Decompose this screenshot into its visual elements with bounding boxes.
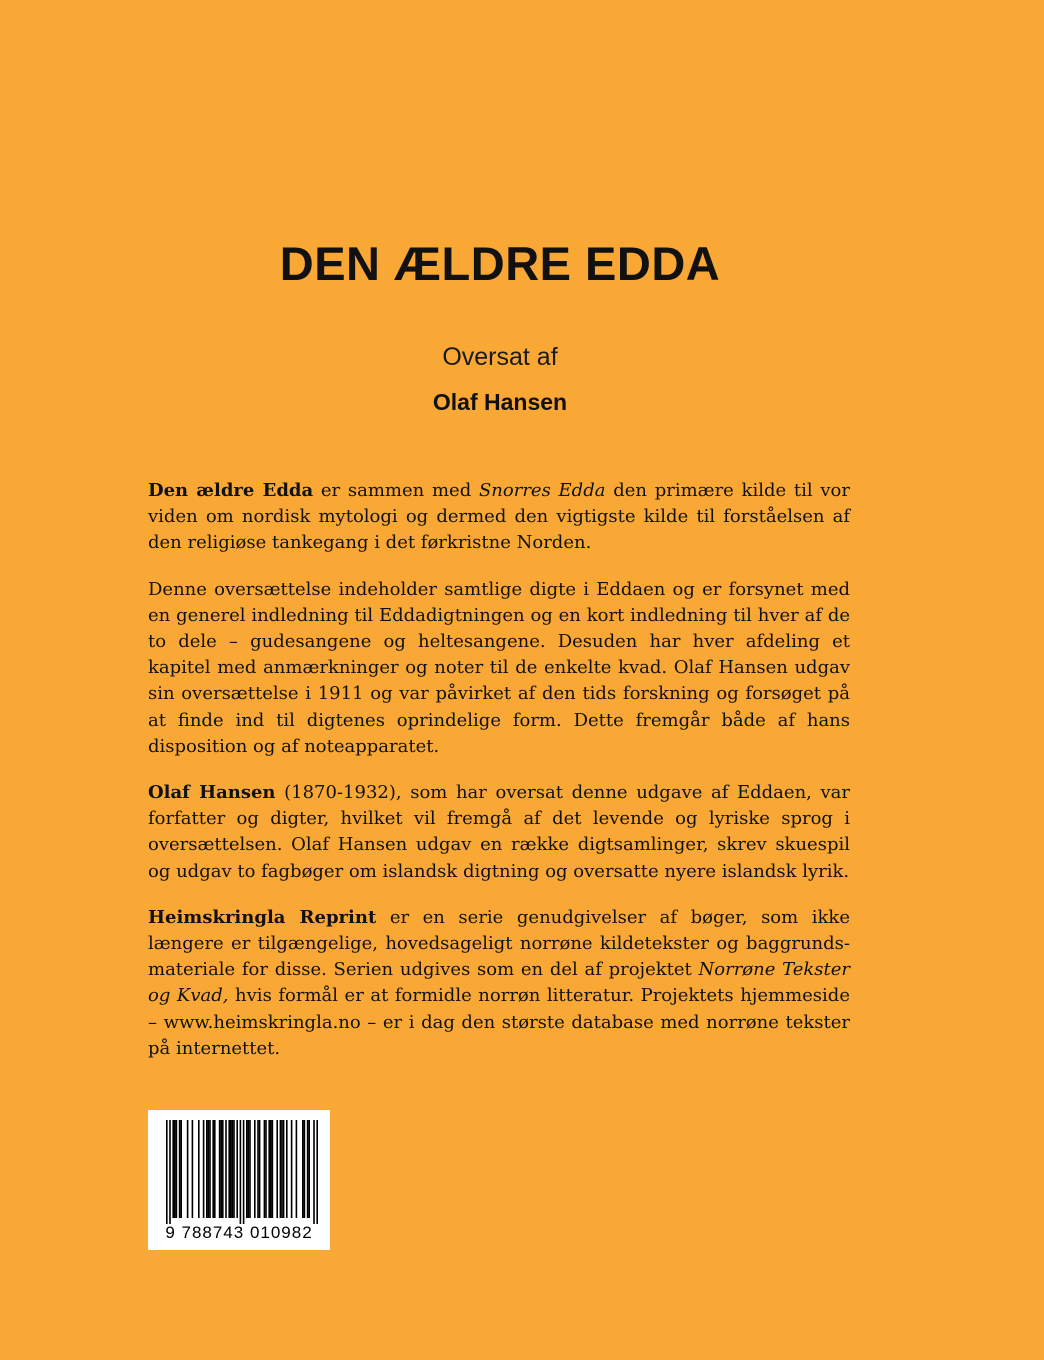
- barcode-bar: [264, 1120, 266, 1218]
- barcode-bar: [246, 1120, 248, 1218]
- barcode-bar: [230, 1120, 232, 1218]
- barcode-bar: [270, 1120, 272, 1218]
- barcode-bar: [265, 1120, 267, 1218]
- paragraph-series: [148, 905, 850, 1062]
- barcode-bar: [296, 1120, 298, 1218]
- barcode-bar: [232, 1120, 234, 1218]
- barcode-bar: [316, 1120, 318, 1224]
- barcode-bar: [192, 1120, 194, 1218]
- barcode-bar: [248, 1120, 250, 1218]
- barcode-bar: [276, 1120, 278, 1218]
- barcode-bar: [228, 1120, 230, 1218]
- barcode-bar: [233, 1120, 235, 1218]
- description: [148, 478, 850, 1082]
- barcode-bar: [208, 1120, 210, 1218]
- text: (1870-1932), som har oversat denne udgave af Eddaen, var forfatter og digter, hvilket vil fremgå af det levende og lyriske sprog i oversættelsen. Olaf Hansen udgav en række digtsamlinger, skrev skuespil og udgav to fagbøger om islandsk digtning og oversatte nyere islandsk lyrik.: [148, 782, 850, 882]
- bold-term: Den ældre Edda: [148, 480, 314, 501]
- italic-term: Snorres Edda: [478, 480, 606, 501]
- barcode-bar: [206, 1120, 208, 1218]
- paragraph-edda: [148, 478, 850, 557]
- barcode-bar: [254, 1120, 256, 1218]
- barcode-bar: [240, 1120, 242, 1224]
- barcode-bar: [212, 1120, 214, 1218]
- barcode-bar: [281, 1120, 283, 1218]
- barcode-bar: [283, 1120, 285, 1218]
- barcode-bar: [272, 1120, 274, 1218]
- barcode-bar: [307, 1120, 309, 1218]
- barcode-bar: [209, 1120, 211, 1218]
- isbn-barcode: [148, 1110, 330, 1250]
- barcode-bar: [180, 1120, 182, 1218]
- barcode-bar: [198, 1120, 200, 1218]
- barcode-bar: [187, 1120, 189, 1218]
- italic-term: Norrøne Tekster og Kvad,: [148, 959, 850, 1007]
- barcode-bar: [220, 1120, 222, 1218]
- paragraph-translation: [148, 577, 850, 760]
- barcode-bar: [304, 1120, 306, 1218]
- bold-term: Olaf Hansen: [148, 782, 276, 804]
- barcode-bar: [268, 1120, 270, 1218]
- barcode-bar: [172, 1120, 174, 1218]
- barcode-bar: [166, 1120, 168, 1224]
- translated-by-label: Oversat af: [442, 343, 558, 371]
- barcode-bar: [308, 1120, 310, 1218]
- barcode-bar: [291, 1120, 293, 1218]
- barcode-bar: [249, 1120, 251, 1218]
- text: er sammen med: [313, 480, 479, 501]
- isbn-number: 9 788743 010982: [165, 1223, 313, 1242]
- barcode-bar: [236, 1120, 238, 1218]
- barcode-bar: [259, 1120, 261, 1218]
- barcode-bar: [257, 1120, 259, 1218]
- translator-name: Olaf Hansen: [432, 389, 568, 415]
- barcode-bar: [313, 1120, 315, 1224]
- barcode-bar: [302, 1120, 304, 1218]
- barcode-bar: [179, 1120, 181, 1218]
- book-title: DEN ÆLDRE EDDA: [279, 237, 721, 290]
- text: Denne oversættelse indeholder samtlige digte i Eddaen og er forsynet med en generel indledning til Eddadigtningen og en kort indledning til hver af de to dele – gudesangene og heltesangene. Desuden har hver afdeling et kapitel med anmærkninger og noter til de enkelte kvad. Olaf Hansen udgav sin oversættelse i 1911 og var påvirket af den tids forskning og forsøget på at finde ind til digtenes oprindelige form. Dette fremgår både af hans disposition og af noteapparatet.: [148, 578, 850, 757]
- barcode-bar: [176, 1120, 178, 1218]
- barcode-bar: [222, 1120, 224, 1218]
- barcode-bar: [203, 1120, 205, 1218]
- barcode-bar: [214, 1120, 216, 1218]
- barcode-bar: [243, 1120, 245, 1224]
- text: den primære kilde til vor viden om nordisk mytologi og dermed den vigtigste kilde til forståelsen af den religiøse tankegang i det førkristne Norden.: [148, 480, 850, 554]
- barcode-bar: [280, 1120, 282, 1218]
- barcode-bar: [169, 1120, 171, 1224]
- bold-term: Heimskringla Reprint: [148, 906, 377, 928]
- barcode-bar: [286, 1120, 288, 1218]
- barcode-bar: [225, 1120, 227, 1218]
- barcode-bar: [174, 1120, 176, 1218]
- text: hvis formål er at formidle norrøn litteratur. Projektets hjemmeside – www.heimskringla.no – er i dag den største database med norrøne tekster på internettet.: [148, 985, 850, 1059]
- paragraph-translator: [148, 780, 850, 885]
- text: er en serie genudgivelser af bøger, som ikke længere er tilgængelige, hovedsageligt norrøne kildetekster og baggrundsmateriale for disse. Serien udgives som en del af projektet: [148, 906, 850, 981]
- barcode-bar: [219, 1120, 221, 1218]
